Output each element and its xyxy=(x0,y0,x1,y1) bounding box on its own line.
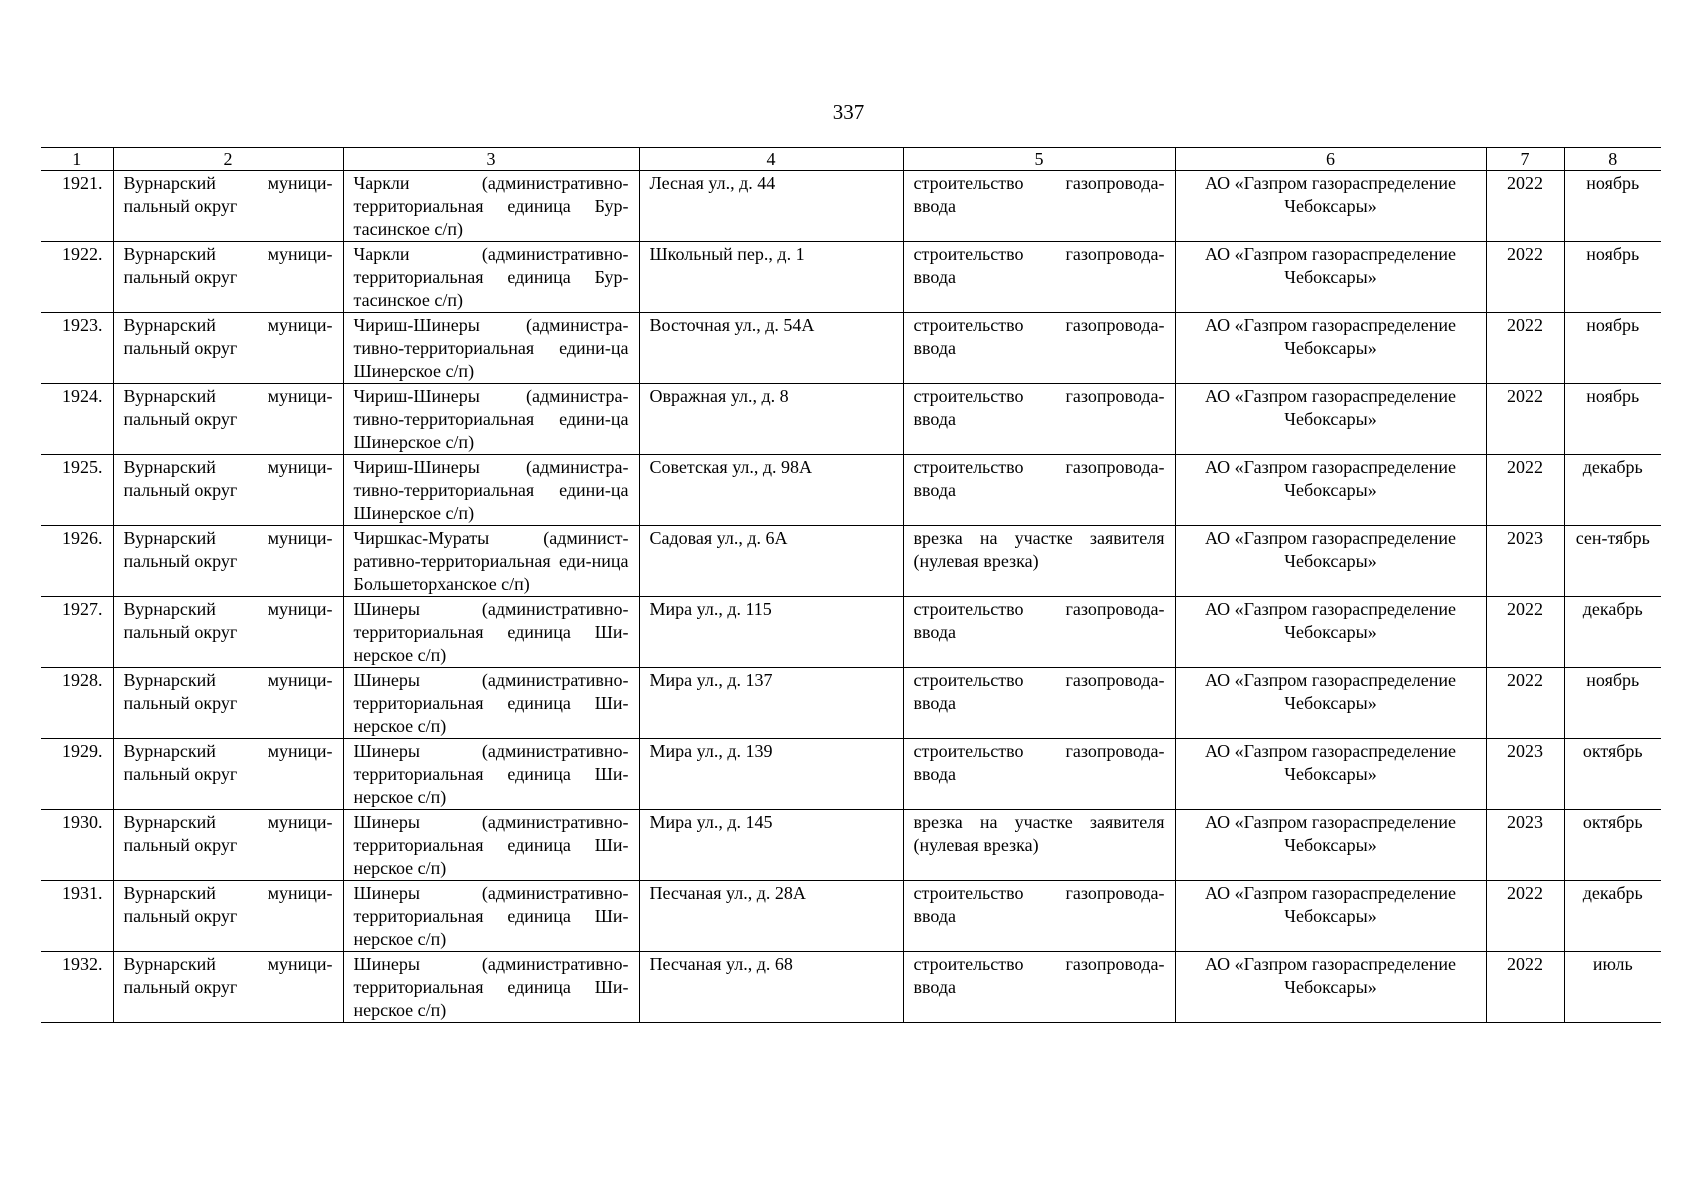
table-row xyxy=(41,455,1661,526)
work-type-cell: строительство газопровода-ввода xyxy=(903,384,1175,455)
locality-cell: Шинеры (административно-территориальная единица Ши-нерское с/п) xyxy=(343,597,639,668)
month-cell: ноябрь xyxy=(1564,668,1661,739)
work-type-cell: строительство газопровода-ввода xyxy=(903,881,1175,952)
table-row xyxy=(41,952,1661,1023)
address-cell: Мира ул., д. 139 xyxy=(639,739,903,810)
row-number: 1924. xyxy=(41,384,113,455)
work-type-cell: строительство газопровода-ввода xyxy=(903,952,1175,1023)
row-number: 1927. xyxy=(41,597,113,668)
locality-cell: Чириш-Шинеры (администра-тивно-территориальная едини-ца Шинерское с/п) xyxy=(343,384,639,455)
locality-cell: Чаркли (административно-территориальная единица Бур-тасинское с/п) xyxy=(343,242,639,313)
month-cell: декабрь xyxy=(1564,455,1661,526)
month-cell: октябрь xyxy=(1564,739,1661,810)
header-cell: 3 xyxy=(343,148,639,171)
header-cell: 5 xyxy=(903,148,1175,171)
work-type-cell: врезка на участке заявителя (нулевая врезка) xyxy=(903,526,1175,597)
district-cell: Вурнарский муници-пальный округ xyxy=(113,952,343,1023)
district-cell: Вурнарский муници-пальный округ xyxy=(113,526,343,597)
year-cell: 2022 xyxy=(1486,384,1564,455)
table-row xyxy=(41,881,1661,952)
year-cell: 2022 xyxy=(1486,952,1564,1023)
row-number: 1930. xyxy=(41,810,113,881)
address-cell: Песчаная ул., д. 68 xyxy=(639,952,903,1023)
locality-cell: Чаркли (административно-территориальная единица Бур-тасинское с/п) xyxy=(343,171,639,242)
table-row xyxy=(41,171,1661,242)
work-type-cell: строительство газопровода-ввода xyxy=(903,597,1175,668)
month-cell: декабрь xyxy=(1564,597,1661,668)
year-cell: 2022 xyxy=(1486,597,1564,668)
locality-cell: Шинеры (административно-территориальная единица Ши-нерское с/п) xyxy=(343,668,639,739)
district-cell: Вурнарский муници-пальный округ xyxy=(113,810,343,881)
row-number: 1925. xyxy=(41,455,113,526)
organization-cell: АО «Газпром газораспределение Чебоксары» xyxy=(1175,171,1486,242)
locality-cell: Шинеры (административно-территориальная единица Ши-нерское с/п) xyxy=(343,810,639,881)
organization-cell: АО «Газпром газораспределение Чебоксары» xyxy=(1175,952,1486,1023)
header-cell: 8 xyxy=(1564,148,1661,171)
organization-cell: АО «Газпром газораспределение Чебоксары» xyxy=(1175,597,1486,668)
year-cell: 2022 xyxy=(1486,455,1564,526)
district-cell: Вурнарский муници-пальный округ xyxy=(113,242,343,313)
locality-cell: Шинеры (административно-территориальная единица Ши-нерское с/п) xyxy=(343,952,639,1023)
address-cell: Мира ул., д. 115 xyxy=(639,597,903,668)
header-cell: 6 xyxy=(1175,148,1486,171)
address-cell: Мира ул., д. 137 xyxy=(639,668,903,739)
organization-cell: АО «Газпром газораспределение Чебоксары» xyxy=(1175,384,1486,455)
district-cell: Вурнарский муници-пальный округ xyxy=(113,384,343,455)
month-cell: октябрь xyxy=(1564,810,1661,881)
month-cell: июль xyxy=(1564,952,1661,1023)
header-row xyxy=(41,148,1661,171)
row-number: 1929. xyxy=(41,739,113,810)
work-type-cell: строительство газопровода-ввода xyxy=(903,313,1175,384)
month-cell: ноябрь xyxy=(1564,242,1661,313)
district-cell: Вурнарский муници-пальный округ xyxy=(113,455,343,526)
address-cell: Овражная ул., д. 8 xyxy=(639,384,903,455)
year-cell: 2022 xyxy=(1486,881,1564,952)
year-cell: 2022 xyxy=(1486,171,1564,242)
row-number: 1922. xyxy=(41,242,113,313)
data-table xyxy=(41,147,1661,1023)
organization-cell: АО «Газпром газораспределение Чебоксары» xyxy=(1175,526,1486,597)
header-cell: 7 xyxy=(1486,148,1564,171)
organization-cell: АО «Газпром газораспределение Чебоксары» xyxy=(1175,739,1486,810)
table-row xyxy=(41,597,1661,668)
address-cell: Лесная ул., д. 44 xyxy=(639,171,903,242)
row-number: 1932. xyxy=(41,952,113,1023)
table-row xyxy=(41,313,1661,384)
work-type-cell: строительство газопровода-ввода xyxy=(903,455,1175,526)
organization-cell: АО «Газпром газораспределение Чебоксары» xyxy=(1175,810,1486,881)
district-cell: Вурнарский муници-пальный округ xyxy=(113,171,343,242)
row-number: 1931. xyxy=(41,881,113,952)
organization-cell: АО «Газпром газораспределение Чебоксары» xyxy=(1175,668,1486,739)
table-row xyxy=(41,242,1661,313)
month-cell: сен-тябрь xyxy=(1564,526,1661,597)
year-cell: 2022 xyxy=(1486,242,1564,313)
month-cell: ноябрь xyxy=(1564,384,1661,455)
work-type-cell: строительство газопровода-ввода xyxy=(903,739,1175,810)
locality-cell: Шинеры (административно-территориальная единица Ши-нерское с/п) xyxy=(343,881,639,952)
work-type-cell: строительство газопровода-ввода xyxy=(903,668,1175,739)
locality-cell: Чиршкас-Мураты (админист-ративно-территориальная еди-ница Большеторханское с/п) xyxy=(343,526,639,597)
year-cell: 2023 xyxy=(1486,739,1564,810)
month-cell: ноябрь xyxy=(1564,313,1661,384)
organization-cell: АО «Газпром газораспределение Чебоксары» xyxy=(1175,881,1486,952)
row-number: 1921. xyxy=(41,171,113,242)
district-cell: Вурнарский муници-пальный округ xyxy=(113,881,343,952)
address-cell: Восточная ул., д. 54А xyxy=(639,313,903,384)
table-row xyxy=(41,526,1661,597)
work-type-cell: строительство газопровода-ввода xyxy=(903,171,1175,242)
table-row xyxy=(41,739,1661,810)
table-row xyxy=(41,384,1661,455)
header-cell: 2 xyxy=(113,148,343,171)
header-cell: 4 xyxy=(639,148,903,171)
work-type-cell: врезка на участке заявителя (нулевая врезка) xyxy=(903,810,1175,881)
year-cell: 2023 xyxy=(1486,526,1564,597)
district-cell: Вурнарский муници-пальный округ xyxy=(113,739,343,810)
locality-cell: Шинеры (административно-территориальная единица Ши-нерское с/п) xyxy=(343,739,639,810)
work-type-cell: строительство газопровода-ввода xyxy=(903,242,1175,313)
month-cell: декабрь xyxy=(1564,881,1661,952)
row-number: 1923. xyxy=(41,313,113,384)
page-number: 337 xyxy=(832,100,865,124)
table-row xyxy=(41,810,1661,881)
year-cell: 2022 xyxy=(1486,668,1564,739)
header-cell: 1 xyxy=(41,148,113,171)
row-number: 1928. xyxy=(41,668,113,739)
year-cell: 2023 xyxy=(1486,810,1564,881)
district-cell: Вурнарский муници-пальный округ xyxy=(113,668,343,739)
table-row xyxy=(41,668,1661,739)
address-cell: Школьный пер., д. 1 xyxy=(639,242,903,313)
row-number: 1926. xyxy=(41,526,113,597)
month-cell: ноябрь xyxy=(1564,171,1661,242)
address-cell: Мира ул., д. 145 xyxy=(639,810,903,881)
district-cell: Вурнарский муници-пальный округ xyxy=(113,597,343,668)
organization-cell: АО «Газпром газораспределение Чебоксары» xyxy=(1175,455,1486,526)
address-cell: Песчаная ул., д. 28А xyxy=(639,881,903,952)
locality-cell: Чириш-Шинеры (администра-тивно-территориальная едини-ца Шинерское с/п) xyxy=(343,313,639,384)
organization-cell: АО «Газпром газораспределение Чебоксары» xyxy=(1175,313,1486,384)
address-cell: Садовая ул., д. 6А xyxy=(639,526,903,597)
locality-cell: Чириш-Шинеры (администра-тивно-территориальная едини-ца Шинерское с/п) xyxy=(343,455,639,526)
organization-cell: АО «Газпром газораспределение Чебоксары» xyxy=(1175,242,1486,313)
year-cell: 2022 xyxy=(1486,313,1564,384)
district-cell: Вурнарский муници-пальный округ xyxy=(113,313,343,384)
address-cell: Советская ул., д. 98А xyxy=(639,455,903,526)
